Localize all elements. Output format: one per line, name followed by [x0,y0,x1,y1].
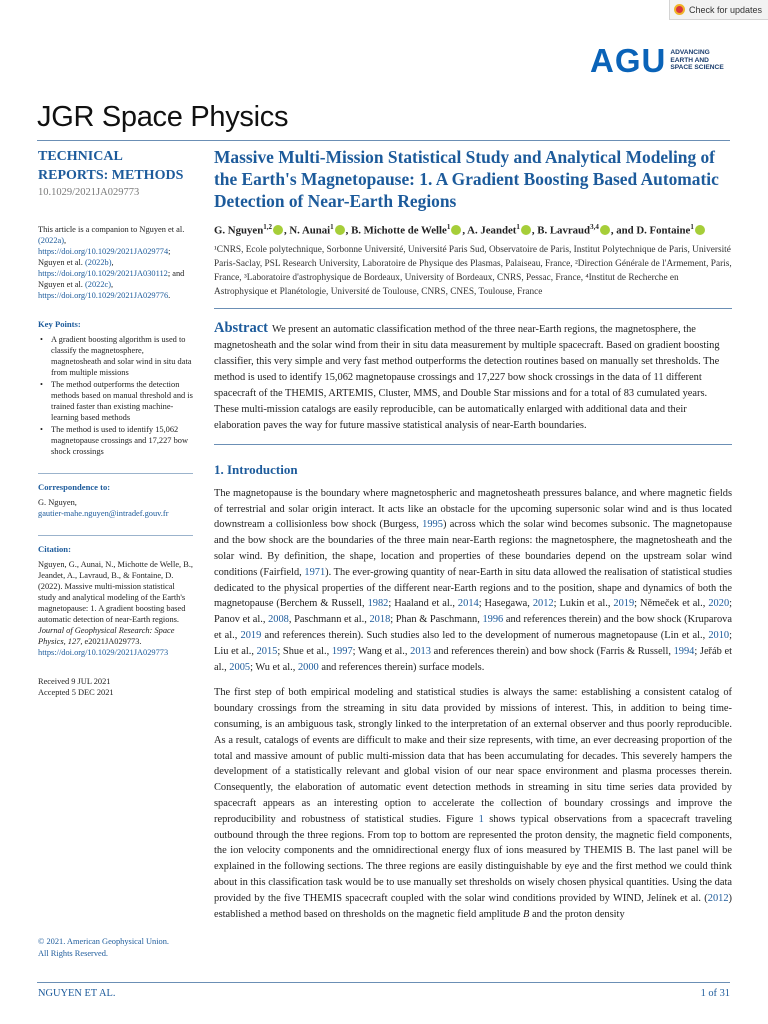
introduction-paragraph [214,486,732,676]
citation-link[interactable]: 1 [478,813,484,825]
received-date: Received 9 JUL 2021 [38,677,111,686]
citation-link[interactable]: https://doi.org/10.1029/2021JA029773 [38,648,169,657]
key-points-list [38,334,193,457]
agu-logo [590,44,724,77]
orcid-icon[interactable] [695,225,705,235]
introduction-paragraph [214,685,732,922]
citation-link[interactable]: 1997 [331,645,353,657]
author-name: A. Jeandet [467,224,517,237]
author-separator: , [531,224,538,237]
citation-link[interactable]: 1971 [304,566,326,578]
paragraph-text: ). The ever-growing quantity of near-Earth in situ data allowed the realisation of statistical studies dedicated to the physical properties of the different near-Earth regions and to the position, shape and dynamics of both the magnetopause (Berchem & Russell, [214,566,732,610]
journal-title: JGR Space Physics [37,101,289,133]
companion-text: ; Nguyen et al. [38,247,171,267]
agu-tagline-line: SPACE SCIENCE [670,64,724,72]
paragraph-text: ; Němeček et al., [634,598,709,610]
article-type-line: REPORTS: METHODS [38,168,184,183]
sidebar-divider [38,473,193,474]
sidebar-divider [38,535,193,536]
orcid-icon[interactable] [451,225,461,235]
paragraph-text: and the proton density [529,908,625,920]
copyright-line: All Rights Reserved. [38,949,109,958]
accepted-date: Accepted 5 DEC 2021 [38,688,114,697]
paragraph-text: ; Wang et al., [352,645,411,657]
citation-text [38,559,193,658]
companion-text: . [168,291,171,300]
author-affiliation-marker: 1,2 [263,223,272,231]
paragraph-text: ; Wu et al., [250,661,298,673]
agu-tagline-line: EARTH AND [670,56,709,64]
companion-link[interactable]: https://doi.org/10.1029/2021JA029776 [38,291,169,300]
sidebar [38,147,193,698]
citation-link[interactable]: 2013 [410,645,431,657]
citation-link[interactable]: 2019 [613,598,635,610]
article-type-line: TECHNICAL [38,149,123,164]
italic-symbol: B [523,908,530,920]
companion-text: ; and Nguyen et al. [38,269,185,289]
paragraph-text: The first step of both empirical modeling and statistical studies is always the same: establishing a consistent catalog of boundary crossings from the streaming in situ data provided by missions of interest. This, in addition to being time-consuming, is an ambiguous task, strongly linked to the interpretation of an external observer and thus poorly reproducible. As a result, catalogs of events are difficult to make and their size represents, with time, an ever decreasing proportion of the total and massive amount of public multi-mission data that has been accumulating for decades. This severely hampers the development of a statistically relevant and global vision of our near space environment and plasma processes therein. Consequently, the elaboration of automatic event detection methods in streaming in situ time series data provided by spacecraft appears as an interesting option to accelerate the collection of boundary crossings and improve the reproducibility and robustness of statistical studies. Figure [214,687,732,825]
citation-link[interactable]: 1996 [482,614,504,626]
abstract [214,320,732,434]
orcid-icon[interactable] [521,225,531,235]
author-separator: , and [610,224,637,237]
paragraph-text: ; Phan & Paschmann, [390,614,483,626]
paragraph-text: ; Shue et al., [277,645,332,657]
citation-link[interactable]: 2020 [708,598,730,610]
author-affiliation-marker: 1 [446,223,451,231]
key-point: • The method outperforms the detection methods based on manual threshold and is trained faster than existing machine-learning based methods [38,379,193,423]
agu-logo-mark: AGU [590,42,667,79]
orcid-icon[interactable] [600,225,610,235]
paragraph-text: and references therein). Such studies also led to the development of numerous magnetopause (Lin et al., [261,629,709,641]
agu-tagline-line: ADVANCING [670,48,710,56]
citation-link[interactable]: 2000 [297,661,319,673]
companion-ref[interactable]: (2022b) [84,258,112,267]
author-name: B. Michotte de Welle [351,224,447,237]
citation-link[interactable]: 1994 [673,645,695,657]
paragraph-text: ) established a method based on thresholds on the magnetic field amplitude [214,892,732,920]
companion-ref[interactable]: (2022a) [38,236,65,245]
article-title: Massive Multi-Mission Statistical Study and Analytical Modeling of the Earth's Magnetopause: 1. A Gradient Boosting Based Automatic Detection of Near-Earth Regions [214,147,719,211]
author-name: G. Nguyen [214,224,264,237]
citation-link[interactable]: 1982 [367,598,389,610]
citation-link[interactable]: 2014 [457,598,479,610]
author-affiliation-marker: 1 [516,223,520,231]
citation-link[interactable]: 2008 [268,614,289,626]
citation-link[interactable]: 1995 [422,519,443,531]
citation-tail: , e2021JA029773. [80,637,142,646]
article-type [38,147,193,185]
paragraph-text: and references therein) and bow shock (Farris & Russell, [430,645,674,657]
paragraph-text: ; Panov et al., [214,598,733,626]
footer-rule [37,982,730,983]
key-point: • A gradient boosting algorithm is used to classify the magnetosphere, magnetosheath and solar wind in situ data from multiple missions [38,334,193,378]
affiliations: ¹CNRS, Ecole polytechnique, Sorbonne Université, Université Paris Sud, Observatoire de Paris, Institut Polytechnique de Paris, Université Paris-Saclay, PSL Research University, Laboratoire de Physique des Plasmas, Palaiseau, France, ²Direction Générale de l'Armement, Paris, France, ³Laboratoire d'astrophysique de Bordeaux, University of Bordeaux, CNRS, Pessac, France, ⁴Institut de Recherche en Astrophysique et Planétologie, Université de Toulouse, CNRS, CNES, Toulouse, France [214,244,732,298]
companion-link[interactable]: https://doi.org/10.1029/2021JA029774 [38,247,169,256]
check-updates-label: Check for updates [689,4,763,15]
author-separator: , [283,224,290,237]
copyright-line: © 2021. American Geophysical Union. [38,937,170,946]
article-main [214,146,732,922]
orcid-icon[interactable] [273,225,283,235]
citation-body: Nguyen, G., Aunai, N., Michotte de Welle, B., Jeandet, A., Lavraud, B., & Fontaine, D. (2022). Massive multi-mission statistical study and analytical modeling of the Earth's magnetopause: 1. A gradient boosting based automatic detection of near-Earth regions. [38,560,194,624]
paragraph-text: , Paschmann et al., [288,614,370,626]
header-rule [37,140,730,141]
check-for-updates-button[interactable] [669,0,768,20]
paragraph-text: shows typical observations from a spacecraft traveling outbound through the three regions. From top to bottom are represented the proton density, the magnetic field components, the ion velocity components and the omnidirectional energy flux of ions measured by THEMIS B. The last panel will be explained in the following sections. The three regions are easily distinguishable by eye and the first method we could think about in this classification task would be to use manually set thresholds on wisely chosen physical quantities. Using the data provided by the five THEMIS spacecraft coupled with the solar wind conditions provided by WIND, Jelínek et al. ( [214,813,732,904]
author-name: N. Aunai [289,224,331,237]
correspondence-name: G. Nguyen, [38,498,77,507]
page-number: 1 of 31 [700,988,730,999]
paragraph-text: and references therein) surface models. [318,661,485,673]
paragraph-text: ; Haaland et al., [388,598,458,610]
orcid-icon[interactable] [335,225,345,235]
agu-tagline [670,49,723,73]
key-point: • The method is used to identify 15,062 magnetopause crossings and 17,227 bow shock crossings [38,424,193,457]
citation-link[interactable]: 2012 [532,598,554,610]
correspondence-email[interactable]: gautier-mahe.nguyen@intradef.gouv.fr [38,509,169,518]
key-points-heading: Key Points: [38,319,81,329]
author-name: D. Fontaine [636,224,691,237]
abstract-section [214,308,732,445]
section-heading-introduction: 1. Introduction [214,461,298,477]
author-separator: , [345,224,352,237]
citation-link[interactable]: 2005 [229,661,251,673]
article-doi: 10.1029/2021JA029773 [38,187,140,198]
paragraph-text: The magnetopause is the boundary where magnetospheric and magnetosheath pressures balance, and where magnetic fields of terrestrial and solar origin interact. It acts like an obstacle for the upcoming supersonic solar wind and is thus located downstream a collisionless bow shock (Burgess, [214,487,732,531]
abstract-label: Abstract [214,319,268,336]
author-separator: , [462,224,468,237]
companion-ref[interactable]: (2022c) [84,280,112,289]
paragraph-text: ) across which the solar wind becomes subsonic. The magnetopause and the bow shock are the boundaries of the three main near-Earth regions: the magnetosphere, the magnetosheath and the solar wind. By definition, the shape, location and properties of these boundaries depend on the upstream solar wind conditions (Fairfield, [214,519,732,578]
citation-link[interactable]: 2018 [369,614,391,626]
paragraph-text: ; Lukin et al., [553,598,614,610]
author-affiliation-marker: 1 [690,223,694,231]
author-affiliation-marker: 3,4 [590,223,599,231]
companion-link[interactable]: https://doi.org/10.1029/2021JA030112 [38,269,168,278]
citation-journal: Journal of Geophysical Research: Space Physics, 127 [38,626,175,646]
copyright [38,936,169,960]
paragraph-text: ; Liu et al., [214,629,733,657]
author-name: B. Lavraud [537,224,591,237]
abstract-text: We present an automatic classification method of the three near-Earth regions, the magnetosphere, the magnetosheath and the solar wind from their in situ data measurement by multiple spacecraft. Based on gradient boosting classifier, this very simple and very fast method outperforms the detection routines based on manually set thresholds. The method is used to identify 15,062 magnetopause crossings and 17,227 bow shock crossings in the data of 11 different spacecraft of the THEMIS, ARTEMIS, Cluster, MMS, and Double Star missions and for a total of 83 cumulated years. These multi-mission catalogs are easily reproducible, can be automatically enlarged with additional data and their elaboration paves the way for future massive statistical analysis of near-Earth boundaries. [214,323,720,431]
paragraph-text: ; Hasegawa, [478,598,533,610]
companion-text: This article is a companion to Nguyen et al. [38,225,185,234]
citation-link[interactable]: 2012 [707,892,729,904]
citation-link[interactable]: 2015 [256,645,278,657]
running-footer-authors: NGUYEN ET AL. [38,988,116,999]
correspondence-heading: Correspondence to: [38,482,111,492]
check-updates-icon [674,4,685,15]
citation-heading: Citation: [38,544,71,554]
author-list [214,220,732,238]
companion-note: This article is a companion to Nguyen et al. (2022a), https://doi.org/10.1029/2021JA029774; Nguyen et al. (2022b), https://doi.org/10.1029/2021JA030112; and Nguyen et al. (2022c), https://doi.org/10.1029/2021JA029776. [38,225,185,300]
citation-link[interactable]: 2019 [240,629,262,641]
author-affiliation-marker: 1 [330,223,334,231]
paragraph-text: ; Jeřáb et al., [214,645,732,673]
paragraph-text: and references therein) and the bow shock (Kruparova et al., [214,614,732,641]
citation-link[interactable]: 2010 [708,629,730,641]
